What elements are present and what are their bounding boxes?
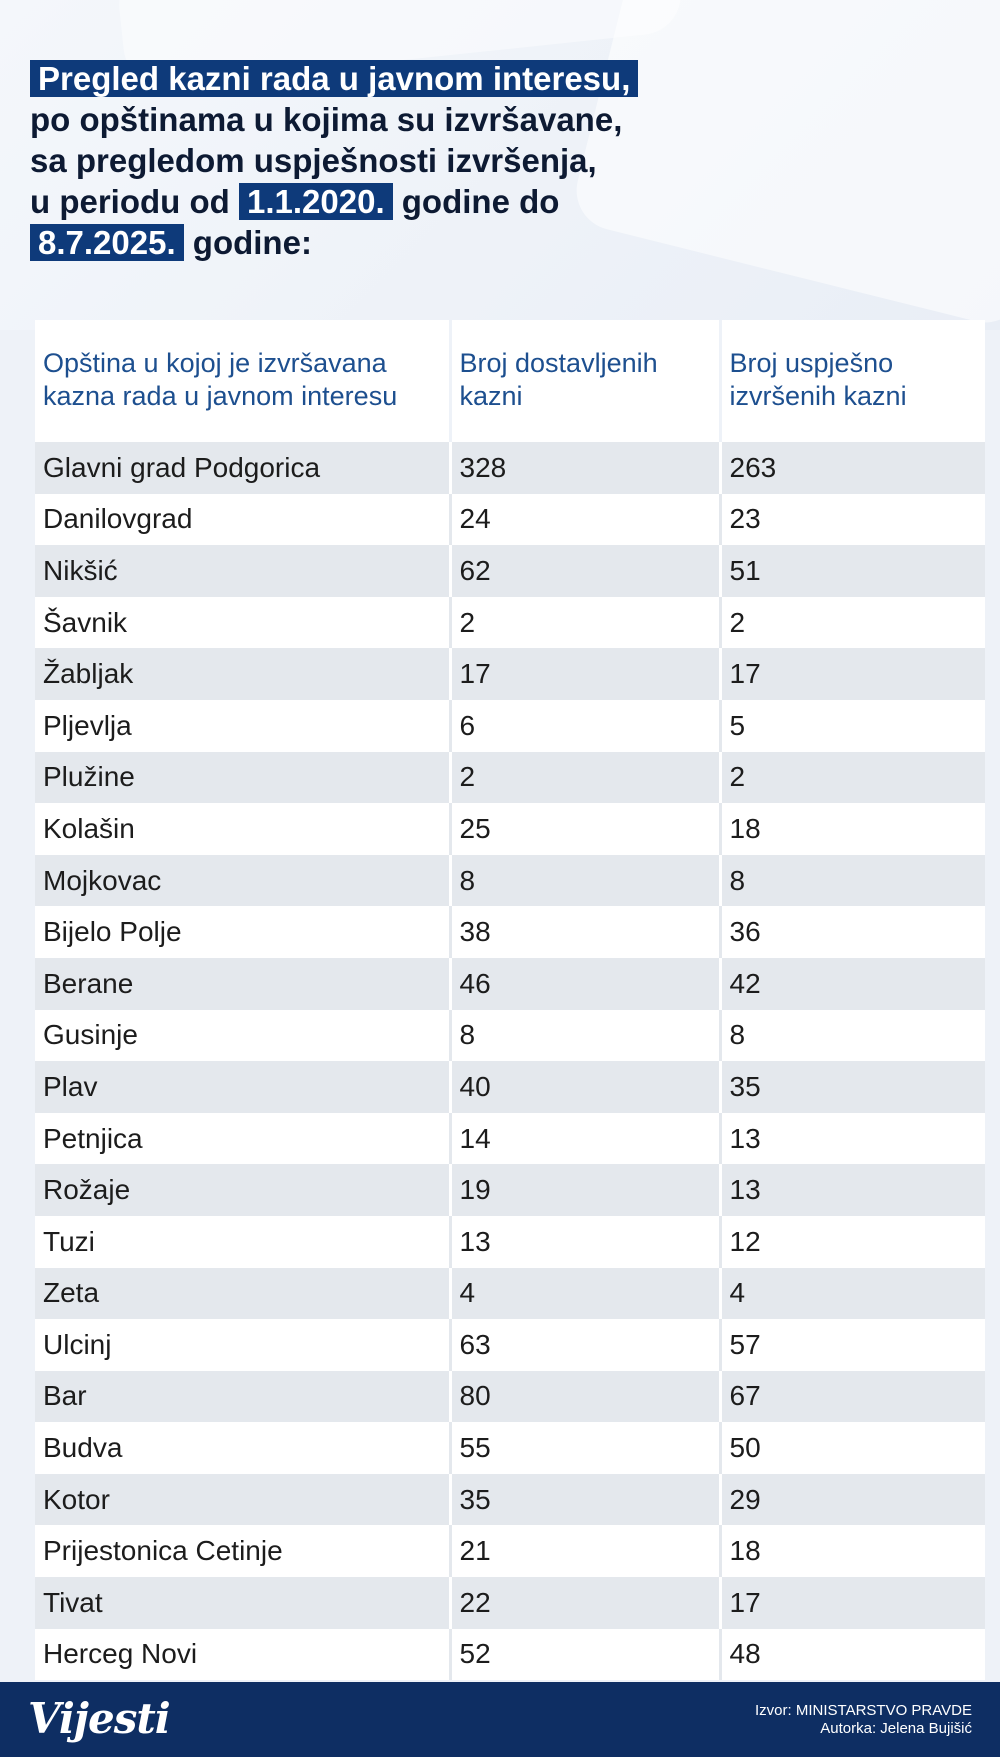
title-line-5 [30, 222, 930, 263]
cell-delivered: 2 [450, 752, 720, 804]
cell-executed: 18 [720, 1525, 985, 1577]
cell-executed: 23 [720, 494, 985, 546]
title-line-4 [30, 181, 930, 222]
table-header-row [35, 320, 985, 442]
column-header-executed: Broj uspješno izvršenih kazni [720, 320, 985, 442]
column-header-delivered: Broj dostavljenih kazni [450, 320, 720, 442]
cell-executed: 8 [720, 1010, 985, 1062]
cell-executed: 17 [720, 1577, 985, 1629]
table-row [35, 700, 985, 752]
cell-municipality: Rožaje [35, 1164, 450, 1216]
cell-municipality: Ulcinj [35, 1319, 450, 1371]
table-row [35, 1474, 985, 1526]
table-row [35, 1577, 985, 1629]
cell-executed: 18 [720, 803, 985, 855]
cell-delivered: 17 [450, 648, 720, 700]
cell-executed: 48 [720, 1629, 985, 1681]
table-body [35, 442, 985, 1680]
cell-delivered: 25 [450, 803, 720, 855]
cell-executed: 12 [720, 1216, 985, 1268]
title-end: godine: [183, 224, 312, 261]
table-row [35, 1113, 985, 1165]
cell-delivered: 14 [450, 1113, 720, 1165]
cell-delivered: 8 [450, 1010, 720, 1062]
page-title [30, 58, 930, 263]
table-row [35, 958, 985, 1010]
table-row [35, 1216, 985, 1268]
title-line-3: sa pregledom uspješnosti izvršenja, [30, 142, 597, 179]
cell-executed: 8 [720, 855, 985, 907]
vijesti-logo: Vijesti [28, 1694, 170, 1743]
title-period-prefix: u periodu od [30, 183, 239, 220]
date-from: 1.1.2020. [239, 183, 393, 220]
cell-executed: 57 [720, 1319, 985, 1371]
title-line-1 [30, 58, 930, 99]
table-row [35, 494, 985, 546]
cell-delivered: 40 [450, 1061, 720, 1113]
cell-municipality: Petnjica [35, 1113, 450, 1165]
cell-executed: 2 [720, 752, 985, 804]
cell-municipality: Gusinje [35, 1010, 450, 1062]
title-highlight: Pregled kazni rada u javnom interesu, [30, 60, 638, 97]
table-row [35, 1319, 985, 1371]
cell-executed: 4 [720, 1268, 985, 1320]
data-table-container [35, 320, 985, 1680]
cell-municipality: Zeta [35, 1268, 450, 1320]
cell-municipality: Kotor [35, 1474, 450, 1526]
cell-delivered: 328 [450, 442, 720, 494]
cell-executed: 67 [720, 1371, 985, 1423]
table-row [35, 442, 985, 494]
cell-delivered: 63 [450, 1319, 720, 1371]
cell-municipality: Mojkovac [35, 855, 450, 907]
cell-municipality: Plav [35, 1061, 450, 1113]
cell-municipality: Bijelo Polje [35, 906, 450, 958]
cell-executed: 35 [720, 1061, 985, 1113]
cell-executed: 263 [720, 442, 985, 494]
cell-municipality: Nikšić [35, 545, 450, 597]
title-period-suffix: godine do [392, 183, 560, 220]
cell-municipality: Žabljak [35, 648, 450, 700]
cell-delivered: 38 [450, 906, 720, 958]
cell-executed: 42 [720, 958, 985, 1010]
table-row [35, 545, 985, 597]
cell-executed: 51 [720, 545, 985, 597]
cell-delivered: 21 [450, 1525, 720, 1577]
cell-executed: 2 [720, 597, 985, 649]
cell-municipality: Tivat [35, 1577, 450, 1629]
cell-executed: 13 [720, 1113, 985, 1165]
table-row [35, 1268, 985, 1320]
date-to: 8.7.2025. [30, 224, 184, 261]
cell-executed: 17 [720, 648, 985, 700]
table-row [35, 752, 985, 804]
table-row [35, 1371, 985, 1423]
cell-delivered: 46 [450, 958, 720, 1010]
cell-municipality: Kolašin [35, 803, 450, 855]
table-row [35, 1629, 985, 1681]
cell-delivered: 6 [450, 700, 720, 752]
cell-delivered: 22 [450, 1577, 720, 1629]
cell-delivered: 2 [450, 597, 720, 649]
cell-municipality: Glavni grad Podgorica [35, 442, 450, 494]
table-row [35, 597, 985, 649]
cell-municipality: Budva [35, 1422, 450, 1474]
cell-delivered: 62 [450, 545, 720, 597]
table-row [35, 803, 985, 855]
table-row [35, 1525, 985, 1577]
cell-municipality: Plužine [35, 752, 450, 804]
cell-executed: 36 [720, 906, 985, 958]
cell-municipality: Herceg Novi [35, 1629, 450, 1681]
source-text: Izvor: MINISTARSTVO PRAVDE [755, 1702, 972, 1719]
table-row [35, 906, 985, 958]
cell-delivered: 35 [450, 1474, 720, 1526]
cell-municipality: Tuzi [35, 1216, 450, 1268]
cell-executed: 13 [720, 1164, 985, 1216]
cell-municipality: Prijestonica Cetinje [35, 1525, 450, 1577]
cell-delivered: 80 [450, 1371, 720, 1423]
cell-delivered: 19 [450, 1164, 720, 1216]
data-table [35, 320, 985, 1680]
cell-delivered: 8 [450, 855, 720, 907]
cell-executed: 50 [720, 1422, 985, 1474]
credits [755, 1702, 972, 1738]
cell-municipality: Pljevlja [35, 700, 450, 752]
cell-delivered: 13 [450, 1216, 720, 1268]
table-row [35, 648, 985, 700]
cell-delivered: 4 [450, 1268, 720, 1320]
author-text: Autorka: Jelena Bujišić [820, 1720, 972, 1737]
cell-municipality: Danilovgrad [35, 494, 450, 546]
cell-municipality: Berane [35, 958, 450, 1010]
column-header-municipality: Opština u kojoj je izvršavana kazna rada u javnom interesu [35, 320, 450, 442]
cell-delivered: 52 [450, 1629, 720, 1681]
table-row [35, 855, 985, 907]
cell-delivered: 55 [450, 1422, 720, 1474]
cell-municipality: Šavnik [35, 597, 450, 649]
table-row [35, 1164, 985, 1216]
footer [0, 1682, 1000, 1757]
table-row [35, 1061, 985, 1113]
cell-municipality: Bar [35, 1371, 450, 1423]
cell-executed: 5 [720, 700, 985, 752]
cell-delivered: 24 [450, 494, 720, 546]
table-row [35, 1422, 985, 1474]
table-row [35, 1010, 985, 1062]
title-line-2: po opštinama u kojima su izvršavane, [30, 101, 623, 138]
cell-executed: 29 [720, 1474, 985, 1526]
